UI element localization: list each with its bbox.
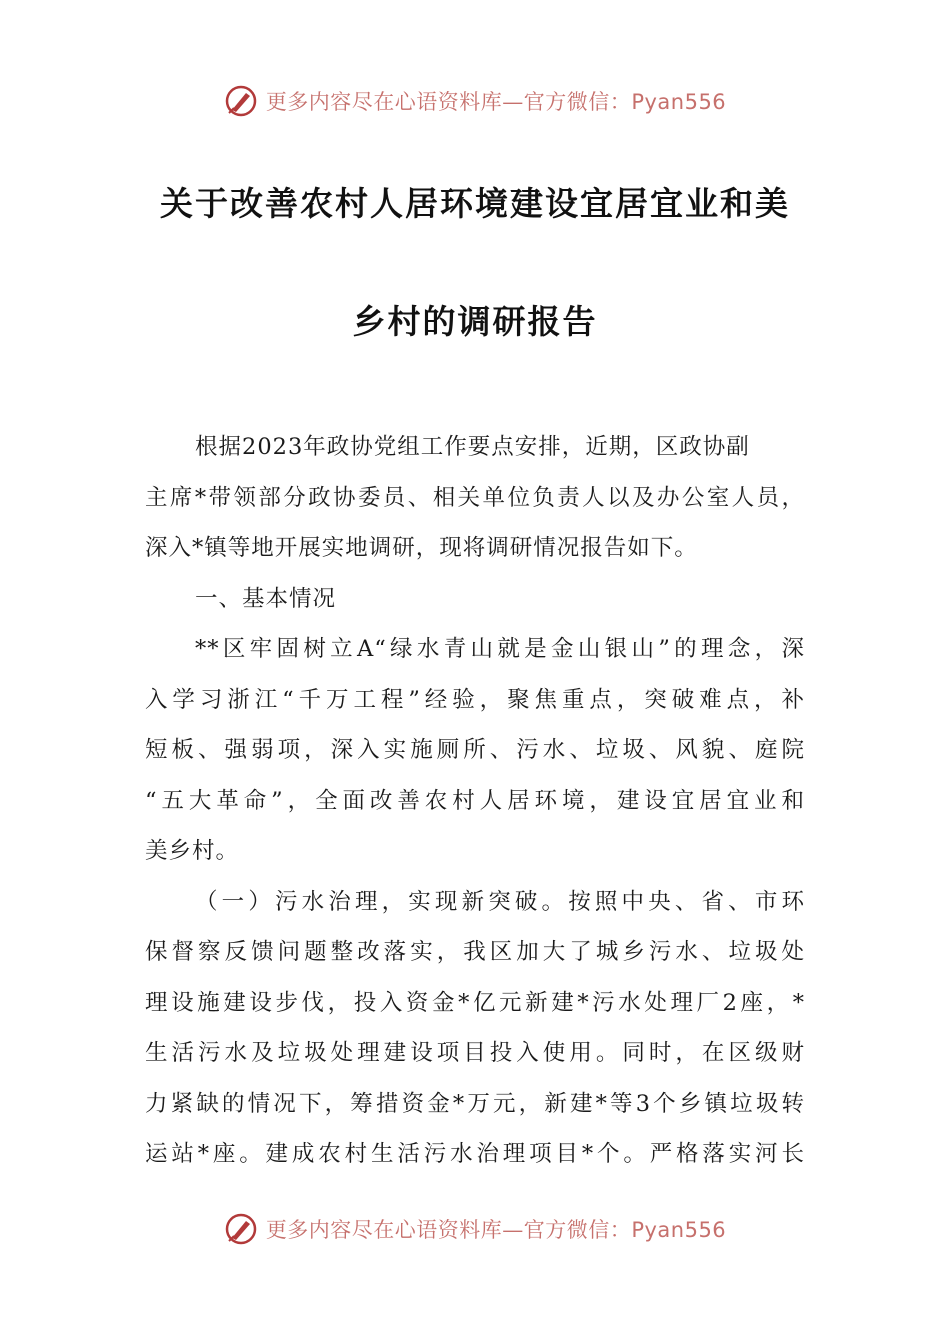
- paragraph-line: **区牢固树立A“绿水青山就是金山银山”的理念，深: [195, 636, 805, 662]
- paragraph-line: 力紧缺的情况下，筹措资金*万元，新建*等3个乡镇垃圾转: [145, 1090, 805, 1117]
- watermark-text: 更多内容尽在心语资料库—官方微信：Pyan556: [265, 1218, 727, 1242]
- watermark-text: 更多内容尽在心语资料库—官方微信：Pyan556: [265, 90, 727, 114]
- paragraph-line: 运站*座。建成农村生活污水治理项目*个。严格落实河长: [145, 1141, 805, 1167]
- header-watermark: [0, 84, 950, 118]
- pen-logo-icon: [224, 1212, 258, 1246]
- watermark-handle: Pyan556: [631, 1218, 727, 1242]
- paragraph-line: 短板、强弱项，深入实施厕所、污水、垃圾、风貌、庭院: [145, 737, 805, 763]
- pen-logo-icon: [224, 84, 258, 118]
- paragraph-line: 根据2023年政协党组工作要点安排，近期，区政协副: [195, 434, 750, 460]
- paragraph-line: 美乡村。: [145, 838, 240, 864]
- paragraph-line: 深入*镇等地开展实地调研，现将调研情况报告如下。: [145, 535, 698, 561]
- paragraph-line: 生活污水及垃圾处理建设项目投入使用。同时，在区级财: [145, 1040, 805, 1066]
- paragraph-line: 主席*带领部分政协委员、相关单位负责人以及办公室人员，: [145, 484, 805, 511]
- document-title-line-2: 乡村的调研报告: [352, 302, 598, 341]
- paragraph-line: “五大革命”，全面改善农村人居环境，建设宜居宜业和: [145, 787, 805, 814]
- paragraph-line: 保督察反馈问题整改落实，我区加大了城乡污水、垃圾处: [145, 939, 805, 965]
- document-title-line-1: 关于改善农村人居环境建设宜居宜业和美: [160, 184, 790, 223]
- paragraph-line: （一）污水治理，实现新突破。按照中央、省、市环: [195, 888, 805, 915]
- watermark-handle: Pyan556: [631, 90, 727, 114]
- section-heading: 一、基本情况: [195, 585, 337, 612]
- document-body: [145, 422, 805, 1180]
- footer-watermark: [0, 1212, 950, 1246]
- paragraph-line: 理设施建设步伐，投入资金*亿元新建*污水处理厂2座，*: [145, 989, 805, 1016]
- paragraph-line: 入学习浙江“千万工程”经验，聚焦重点，突破难点，补: [145, 686, 805, 713]
